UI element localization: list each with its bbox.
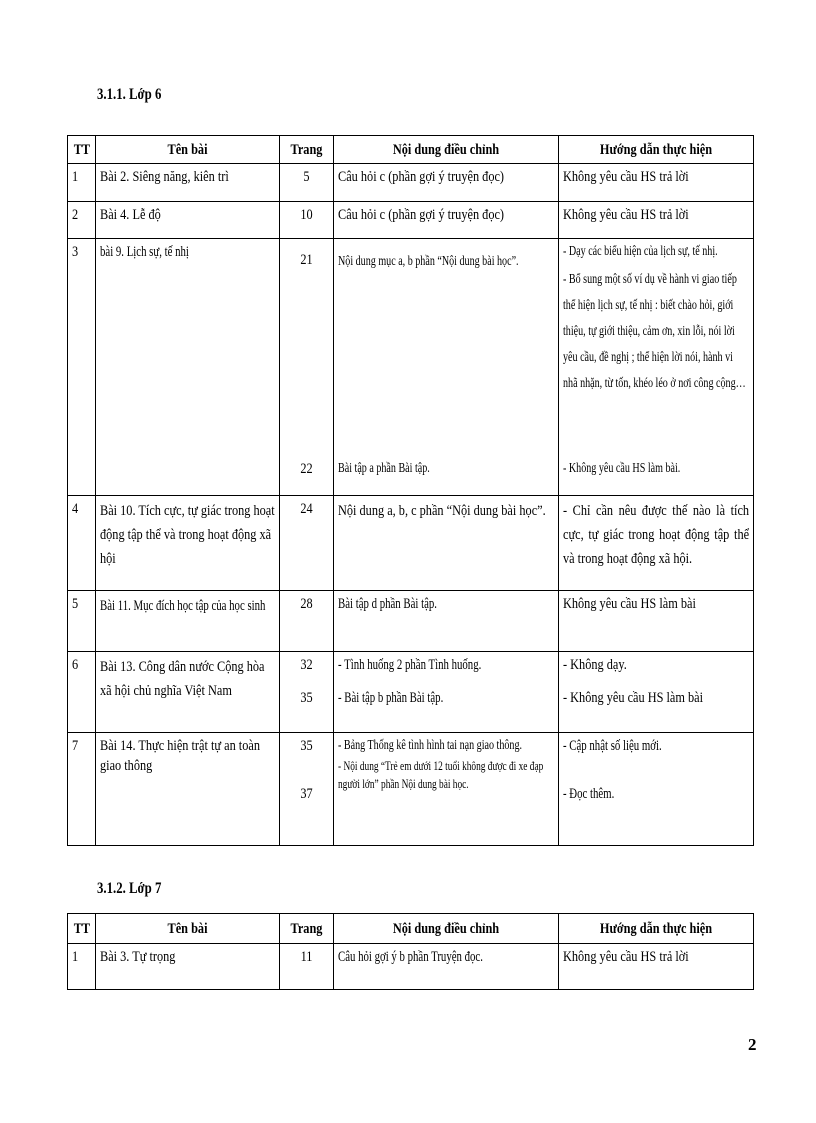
table-row <box>68 496 754 591</box>
table-row <box>68 944 754 990</box>
header-ten-bai: Tên bài <box>96 136 280 164</box>
table-row <box>68 239 754 496</box>
header-noi-dung: Nội dung điều chỉnh <box>334 136 559 164</box>
cell-tt: 1 <box>68 944 96 990</box>
cell-huong-dan: Không yêu cầu HS làm bài <box>559 591 754 652</box>
adjustment-table-lop-7 <box>67 913 754 990</box>
cell-trang: 28 <box>280 591 334 652</box>
header-trang: Trang <box>280 136 334 164</box>
cell-trang: 21 22 <box>280 239 334 496</box>
cell-trang: 32 35 <box>280 652 334 733</box>
header-tt: TT <box>68 914 96 944</box>
cell-ten-bai: Bài 10. Tích cực, tự giác trong hoạt động tập thể và trong hoạt động xã hội <box>96 496 280 591</box>
cell-tt: 7 <box>68 733 96 846</box>
header-huong-dan: Hướng dẫn thực hiện <box>559 136 754 164</box>
cell-ten-bai: Bài 14. Thực hiện trật tự an toàn giao thông <box>96 733 280 846</box>
cell-huong-dan: Không yêu cầu HS trả lời <box>559 202 754 239</box>
cell-ten-bai: Bài 2. Siêng năng, kiên trì <box>96 164 280 202</box>
header-ten-bai: Tên bài <box>96 914 280 944</box>
section-heading-lop-7: 3.1.2. Lớp 7 <box>97 880 162 897</box>
header-trang: Trang <box>280 914 334 944</box>
cell-huong-dan: Không yêu cầu HS trả lời <box>559 944 754 990</box>
cell-huong-dan: - Không dạy. - Không yêu cầu HS làm bài <box>559 652 754 733</box>
cell-noi-dung: Nội dung mục a, b phần “Nội dung bài học”. Bài tập a phần Bài tập. <box>334 239 559 496</box>
header-huong-dan: Hướng dẫn thực hiện <box>559 914 754 944</box>
cell-noi-dung: Câu hỏi gợi ý b phần Truyện đọc. <box>334 944 559 990</box>
cell-trang: 11 <box>280 944 334 990</box>
cell-noi-dung: - Bảng Thống kê tình hình tai nạn giao thông. - Nội dung “Trẻ em dưới 12 tuổi không được đi xe đạp người lớn” phần Nội dung bài học. <box>334 733 559 846</box>
cell-noi-dung: Câu hỏi c (phần gợi ý truyện đọc) <box>334 202 559 239</box>
cell-trang: 35 37 <box>280 733 334 846</box>
cell-tt: 4 <box>68 496 96 591</box>
cell-tt: 2 <box>68 202 96 239</box>
cell-tt: 6 <box>68 652 96 733</box>
cell-tt: 3 <box>68 239 96 496</box>
adjustment-table-lop-6 <box>67 135 754 846</box>
cell-ten-bai: Bài 3. Tự trọng <box>96 944 280 990</box>
header-tt: TT <box>68 136 96 164</box>
cell-tt: 5 <box>68 591 96 652</box>
table-row <box>68 733 754 846</box>
cell-trang: 10 <box>280 202 334 239</box>
cell-tt: 1 <box>68 164 96 202</box>
table-header-row <box>68 914 754 944</box>
header-noi-dung: Nội dung điều chỉnh <box>334 914 559 944</box>
cell-noi-dung: Bài tập d phần Bài tập. <box>334 591 559 652</box>
cell-ten-bai: Bài 13. Công dân nước Cộng hòa xã hội chủ nghĩa Việt Nam <box>96 652 280 733</box>
table-row <box>68 164 754 202</box>
table-row <box>68 652 754 733</box>
table-row <box>68 591 754 652</box>
cell-trang: 5 <box>280 164 334 202</box>
cell-trang: 24 <box>280 496 334 591</box>
table-row <box>68 202 754 239</box>
cell-huong-dan: - Cập nhật số liệu mới. - Đọc thêm. <box>559 733 754 846</box>
section-heading-lop-6: 3.1.1. Lớp 6 <box>97 86 162 103</box>
cell-huong-dan: - Chỉ cần nêu được thế nào là tích cực, tự giác trong hoạt động tập thể và trong hoạt động xã hội. <box>559 496 754 591</box>
cell-ten-bai: Bài 4. Lễ độ <box>96 202 280 239</box>
cell-ten-bai: Bài 11. Mục đích học tập của học sinh <box>96 591 280 652</box>
cell-noi-dung: Câu hỏi c (phần gợi ý truyện đọc) <box>334 164 559 202</box>
table-header-row <box>68 136 754 164</box>
cell-huong-dan: - Dạy các biểu hiện của lịch sự, tế nhị. - Bổ sung một số ví dụ về hành vi giao tiếp thể hiện lịch sự, tế nhị : biết chào hỏi, giới thiệu, tự giới thiệu, cảm ơn, xin lỗi, nói lời yêu cầu, đề nghị ; thể hiện lời nói, hành vi nhã nhặn, từ tốn, khéo léo ở nơi công cộng… - Không yêu cầu HS làm bài. <box>559 239 754 496</box>
page-number: 2 <box>748 1035 757 1054</box>
cell-ten-bai: bài 9. Lịch sự, tế nhị <box>96 239 280 496</box>
cell-noi-dung: Nội dung a, b, c phần “Nội dung bài học”. <box>334 496 559 591</box>
cell-huong-dan: Không yêu cầu HS trả lời <box>559 164 754 202</box>
cell-noi-dung: - Tình huống 2 phần Tình huống. - Bài tập b phần Bài tập. <box>334 652 559 733</box>
